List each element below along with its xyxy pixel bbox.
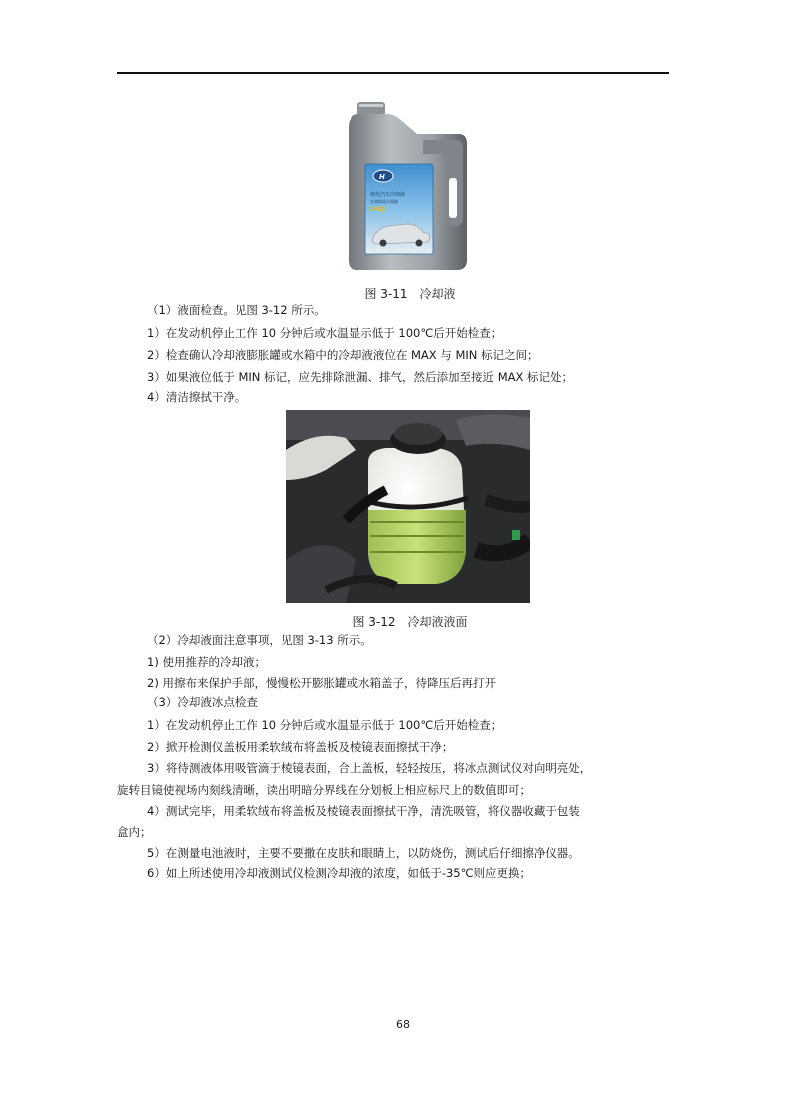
section3-line-4: 旋转目镜使视场内刻线清晰，读出明暗分界线在分划板上相应标尺上的数值即可； (117, 783, 531, 797)
section1-item-3: 3）如果液位低于 MIN 标记，应先排除泄漏、排气，然后添加至接近 MAX 标记处； (147, 370, 574, 384)
coolant-jug-photo (343, 100, 471, 272)
coolant-reservoir-photo (286, 410, 530, 603)
section2-item-2: 2) 用擦布来保护手部，慢慢松开膨胀罐或水箱盖子，待降压后再打开 (147, 676, 496, 690)
svg-text:H: H (379, 173, 385, 181)
header-rule (117, 72, 669, 74)
section3-line-7: 5）在测量电池液时，主要不要撒在皮肤和眼睛上，以防烧伤，测试后仔细擦净仪器。 (147, 846, 580, 860)
section1-item-4: 4）清洁擦拭干净。 (147, 390, 247, 404)
jug-label-line1: 现代汽车冷却液 (370, 192, 406, 198)
section3-line-3: 3）将待测液体用吸管滴于棱镜表面，合上盖板，轻轻按压，将冰点测试仪对向明亮处， (147, 761, 592, 775)
section1-heading: （1）液面检查。见图 3-12 所示。 (147, 303, 326, 317)
section2-heading: （2）冷却液面注意事项，见图 3-13 所示。 (147, 633, 372, 647)
section3-line-5: 4）测试完毕，用柔软绒布将盖板及棱镜表面擦拭干净，清洗吸管，将仪器收藏于包装 (147, 804, 580, 818)
section2-item-1: 1) 使用推荐的冷却液； (147, 655, 266, 669)
figure-caption-3-12: 图 3-12 冷却液液面 (352, 615, 468, 629)
section3-line-1: 1）在发动机停止工作 10 分钟后或水温显示低于 100℃后开始检查； (147, 718, 503, 732)
section3-line-2: 2）掀开检测仪盖板用柔软绒布将盖板及棱镜表面擦拭干净； (147, 740, 454, 754)
jug-label-line2: 长效防冻冷却液 (370, 199, 398, 204)
section1-item-2: 2）检查确认冷却液膨胀罐或水箱中的冷却液液位在 MAX 与 MIN 标记之间； (147, 348, 539, 362)
figure-caption-3-11: 图 3-11 冷却液 (364, 287, 456, 301)
page-number: 68 (396, 1018, 410, 1031)
section1-item-1: 1）在发动机停止工作 10 分钟后或水温显示低于 100℃后开始检查； (147, 326, 503, 340)
jug-label-line3: 冷却液 (370, 207, 386, 213)
section3-line-8: 6）如上所述使用冷却液测试仪检测冷却液的浓度，如低于-35℃则应更换； (147, 866, 532, 880)
section3-heading: （3）冷却液冰点检查 (147, 695, 258, 709)
section3-line-6: 盒内； (117, 825, 152, 839)
